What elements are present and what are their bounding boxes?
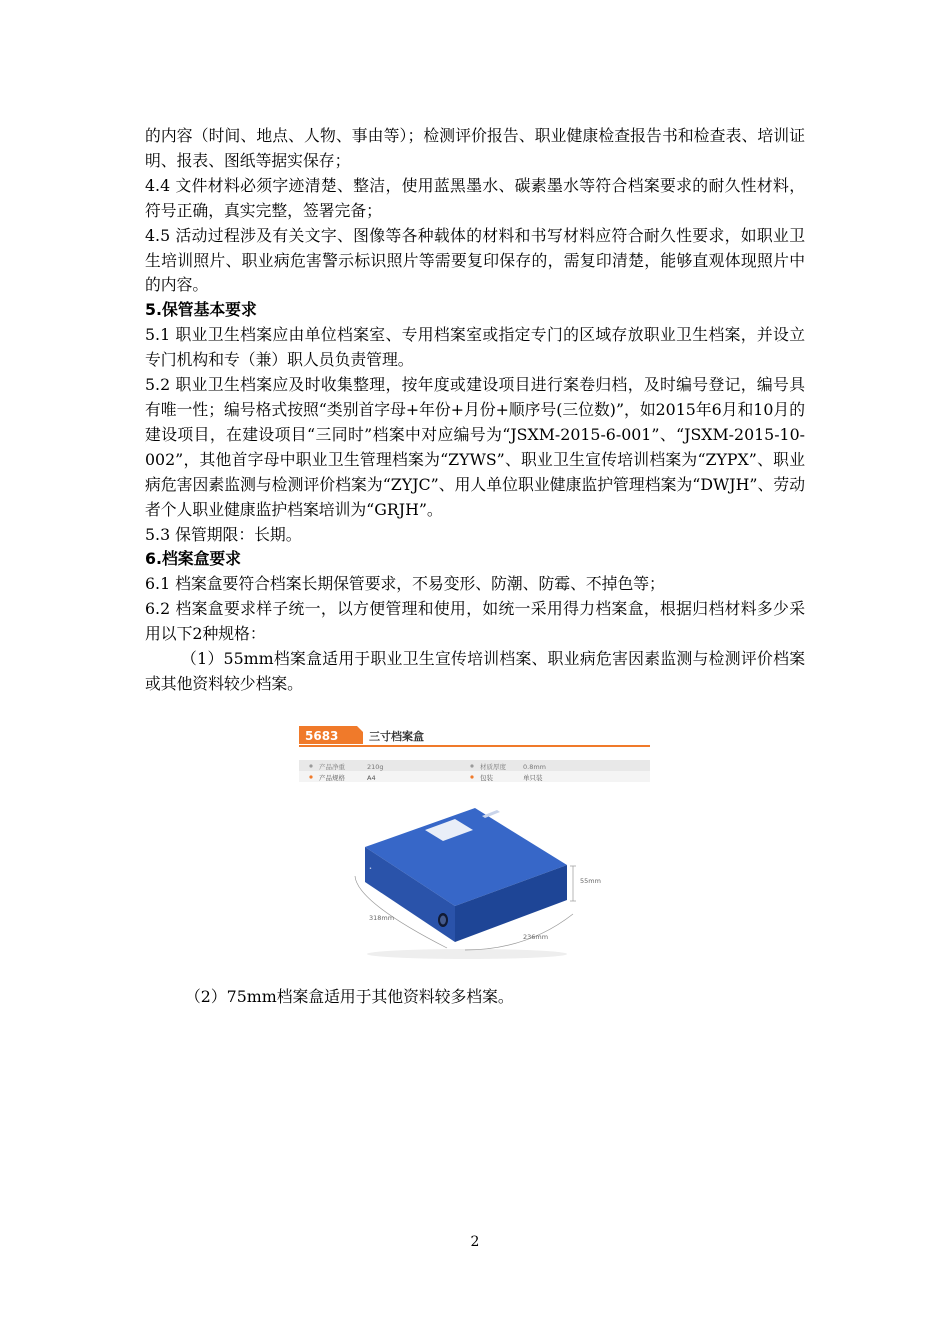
section-heading: 5.保管基本要求 — [145, 300, 257, 320]
svg-text:•: • — [369, 866, 372, 872]
spec-label: 产品净重 — [319, 763, 345, 771]
paragraph: 5.3 保管期限：长期。 — [145, 524, 302, 544]
dimension-width: 236mm — [523, 933, 549, 941]
page-number: 2 — [470, 1234, 480, 1250]
paragraph: 的内容（时间、地点、人物、事由等）；检测评价报告、职业健康检查报告书和检查表、培训证明、报表、图纸等据实保存； — [145, 126, 805, 170]
paragraph: 5.1 职业卫生档案应由单位档案室、专用档案室或指定专门的区域存放职业卫生档案，并设立专门机构和专（兼）职人员负责管理。 — [145, 325, 805, 370]
paragraph: 4.5 活动过程涉及有关文字、图像等各种载体的材料和书写材料应符合耐久性要求，如职业卫生培训照片、职业病危害警示标识照片等需要复印保存的，需复印清楚，能够直观体现照片中的内容。 — [145, 225, 805, 295]
archive-box-figure — [297, 724, 652, 972]
spec-label: 产品规格 — [319, 774, 345, 782]
paragraph: 6.2 档案盒要求样子统一，以方便管理和使用，如统一采用得力档案盒，根据归档材料多少采用以下2种规格： — [145, 599, 805, 644]
model-number: 5683 — [305, 729, 339, 743]
paragraph: （1）55mm档案盒适用于职业卫生宣传培训档案、职业病危害因素监测与检测评价档案或其他资料较少档案。 — [145, 649, 805, 693]
spec-value: 单只装 — [523, 774, 543, 782]
spec-value: A4 — [367, 774, 376, 782]
spec-value: 0.8mm — [523, 763, 547, 771]
caption-75mm: （2）75mm档案盒适用于其他资料较多档案。 — [185, 987, 514, 1006]
dimension-length: 318mm — [369, 914, 395, 922]
body-text — [145, 124, 805, 697]
dimension-height: 55mm — [580, 877, 601, 885]
spec-value: 210g — [367, 763, 384, 771]
figure-title: 三寸档案盒 — [369, 730, 424, 743]
paragraph: 5.2 职业卫生档案应及时收集整理，按年度或建设项目进行案卷归档，及时编号登记，编号具有唯一性；编号格式按照“类别首字母+年份+月份+顺序号(三位数)”，如2015年6月和10月的建设项目，在建设项目“三同时”档案中对应编号为“JSXM-2015-6-001”、“JSXM-2015-10-002”，其他首字母中职业卫生管理档案为“ZYWS”、职业卫生宣传培训档案为“ZYPX”、职业病危害因素监测与检测评价档案为“ZYJC”、用人单位职业健康监护管理档案为“DWJH”、劳动者个人职业健康监护档案培训为“GRJH”。 — [145, 375, 805, 519]
spec-label: 材质厚度 — [480, 763, 506, 771]
section-heading: 6.档案盒要求 — [145, 549, 241, 569]
paragraph: 6.1 档案盒要符合档案长期保管要求，不易变形、防潮、防霉、不掉色等； — [145, 574, 665, 594]
paragraph: 4.4 文件材料必须字迹清楚、整洁，使用蓝黑墨水、碳素墨水等符合档案要求的耐久性材料，符号正确，真实完整，签署完备； — [145, 175, 805, 220]
spec-label: 包装 — [480, 774, 493, 782]
